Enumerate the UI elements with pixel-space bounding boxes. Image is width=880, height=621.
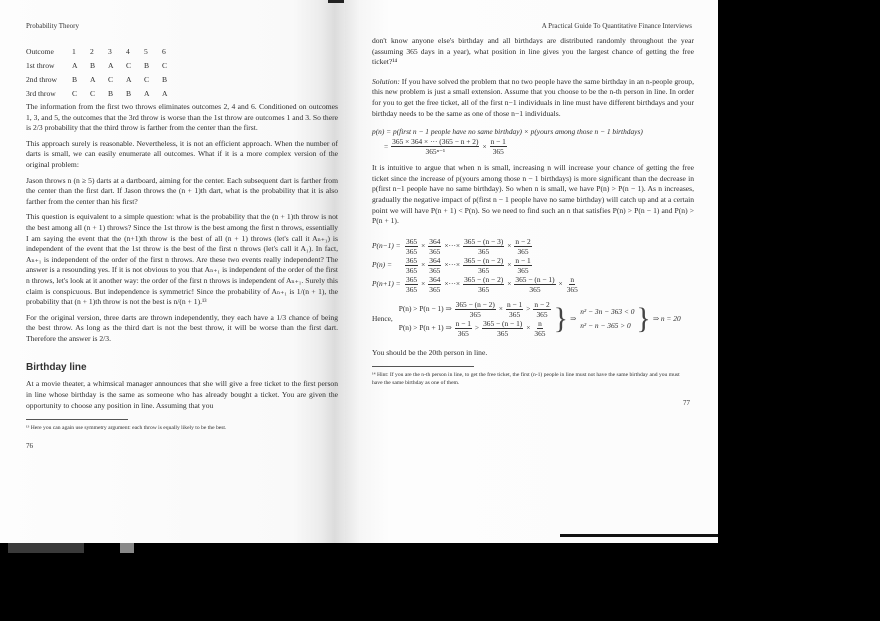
- running-head-right: A Practical Guide To Quantitative Finance Interviews: [541, 22, 692, 30]
- inequality-2: P(n) > P(n + 1) ⇒ $\frac{n - 1}{365}$ > $\frac{365 - (n - 1)}{365}$ × $\frac{n}{365}$: [398, 318, 546, 338]
- equation-p-n-plus-1: P(n+1) = $\frac{365}{365}$ × $\frac{364}{365}$ ×···× $\frac{365 - (n - 2)}{365}$ × $\frac{365 - (n - 1)}{365}$ × $\frac{n}{365}$: [372, 274, 578, 294]
- solution-label: Solution:: [372, 76, 400, 86]
- paragraph: This approach surely is reasonable. Nevertheless, it is not an efficient approach. When the number of darts is small, we can easily enumerate all outcomes. What if it is a more complex version of the original problem:: [26, 138, 338, 169]
- equation-p-n-minus-1: P(n−1) = $\frac{365}{365}$ × $\frac{364}{365}$ ×···× $\frac{365 - (n - 3)}{365}$ × $\frac{n - 2}{365}$: [372, 236, 531, 256]
- page-bottom-shadow: [560, 534, 718, 537]
- outcome-table: [26, 46, 180, 102]
- equation-pn: [372, 127, 718, 156]
- problem-statement: Jason throws n (n ≥ 5) darts at a dartboard, aiming for the center. Each subsequent dart is farther from the center than the first dart. If Jason throws the (n + 1)th dart, what is the probability that it is also farther from the center than his first?: [26, 175, 338, 206]
- quadratic-1: n² − 3n − 363 < 0: [580, 306, 635, 316]
- page-number: 76: [26, 442, 33, 451]
- paragraph: This question is equivalent to a simple question: what is the probability that the (n + 1)th throw is not the best among all (n + 1) throws? Since the 1st throw is the best among the first n throws, essentially I am saying the event that the (n+1)th throw is the best of all (n + 1) throws (let's call it Aₙ₊₁) is independent of the event that the 1st throw is the best of the first n throws (let's call it A₁). In fact, Aₙ₊₁ is independent of the order of the first n throws. Are these two events really independent? The answer is a resounding yes. If it is not obvious to you that Aₙ₊₁ is independent of the order of the first n throws, let's look at it another way: the order of the first n throws is independent of Aₙ₊₁. Surely this claim is conspicuous. But independence is symmetric! Since the probability of Aₙ₊₁ is 1/(n + 1), the probability that (n + 1)th throw is not the best is n/(n + 1).¹³: [26, 212, 338, 307]
- paragraph: The information from the first two throws eliminates outcomes 2, 4 and 6. Conditioned on outcomes 1, 3, and 5, the outcomes that the 3rd throw is worse than the 1st throw are outcomes 1 and 3. So there is 2/3 probability that the third throw is farther from the center than the first.: [26, 102, 338, 133]
- equation-p-n: P(n) = $\frac{365}{365}$ × $\frac{364}{365}$ ×···× $\frac{365 - (n - 2)}{365}$ × $\frac{n - 1}{365}$: [372, 255, 531, 275]
- hence-block: Hence, P(n) > P(n − 1) ⇒ $\frac{365 - (n - 2)}{365}$ × $\frac{n - 1}{365}$ > $\frac{n - 2}{365}$ P(n) > P(n + 1) ⇒ $\frac{n - 1}{365}$ > $\frac{365 - (n - 1)}{365}$ × $\frac{n}{365}$ } ⇒ n² − 3n − 363 < 0 n² − n − 365 > 0 } ⇒ n = 20: [372, 299, 681, 338]
- spine-clip: [328, 0, 344, 3]
- right-brace-icon: }: [553, 301, 569, 335]
- footnote: ¹⁴ Hint: If you are the n-th person in line, to get the free ticket, the first (n-1) people in line must not have the same birthday and you must have the same birthday as one of them.: [372, 372, 680, 387]
- footnote-rule: [26, 419, 128, 420]
- running-head-left: Probability Theory: [26, 22, 79, 30]
- equation-lhs: p(n) = p(first n − 1 people have no same birthday) × p(yours among those n − 1 birthdays): [372, 127, 643, 137]
- conclusion: You should be the 20th person in line.: [372, 347, 488, 357]
- footnote: ¹³ Here you can again use symmetry argument: each throw is equally likely to be the best.: [26, 425, 227, 432]
- right-brace-icon: }: [636, 301, 651, 335]
- scan-edge: [8, 543, 84, 553]
- paragraph: At a movie theater, a whimsical manager announces that she will give a free ticket to the first person in line whose birthday is the same as someone who has already bought a ticket. You are given the opportunity to choose any position in line. Assuming that you: [26, 379, 338, 410]
- scan-edge: [120, 543, 134, 553]
- footnote-rule: [372, 366, 474, 367]
- equation-block: [372, 237, 718, 294]
- equation-rhs: = $\frac{365 \times 364 \times \cdot\cdot\cdot (365 - n + 2)}{\text{365ⁿ⁻¹}}$ × $\frac{n - 1}{365}$: [384, 137, 506, 157]
- hence-label: Hence,: [372, 314, 393, 324]
- solution-paragraph: Solution: If you have solved the problem that no two people have the same birthday in an n-people group, this new problem is just a small extension. Assume that you choose to be the n-th person in line. In order for you to get the free ticket, all of the first n−1 individuals in line must have different birthdays and your birthday needs to be the same as one of those n−1 individuals.: [372, 76, 694, 118]
- table-row: 1st throw A B A C B C: [26, 60, 168, 70]
- paragraph: It is intuitive to argue that when n is small, increasing n will increase your chance of getting the free ticket since the increase of p(yours among those n − 1 birthdays) is more significant than the decrease in p(first n−1 people have no same birthday). So when n is small, we have P(n) > P(n − 1). As n increases, gradually the negative impact of p(first n − 1 people have no same birthday) will catch up and at a certain point we will have P(n + 1) < P(n). So we need to find such an n that satisfies P(n) > P(n − 1) and P(n) > P(n + 1).: [372, 163, 694, 226]
- inequality-1: P(n) > P(n − 1) ⇒ $\frac{365 - (n - 2)}{365}$ × $\frac{n - 1}{365}$ > $\frac{n - 2}{365}$: [398, 299, 550, 319]
- left-page: [0, 0, 345, 543]
- section-title: Birthday line: [26, 362, 87, 374]
- table-header-row: Outcome 1 2 3 4 5 6: [26, 46, 166, 56]
- page-number: 77: [683, 399, 690, 408]
- paragraph: For the original version, three darts are thrown independently, they each have a 1/3 chance of being the best throw. As long as the third dart is not the best throw, it will be worse than the first dart. Therefore the answer is 2/3.: [26, 312, 338, 343]
- result: ⇒ n = 20: [652, 314, 681, 324]
- table-row: 2nd throw B A C A C B: [26, 74, 168, 84]
- quadratic-2: n² − n − 365 > 0: [580, 320, 631, 330]
- paragraph: don't know anyone else's birthday and all birthdays are distributed randomly throughout the year (assuming 365 days in a year), what position in line gives you the largest chance of getting the free ticket?¹⁴: [372, 36, 694, 67]
- right-page: [345, 0, 718, 543]
- table-row: 3rd throw C C B B A A: [26, 88, 168, 98]
